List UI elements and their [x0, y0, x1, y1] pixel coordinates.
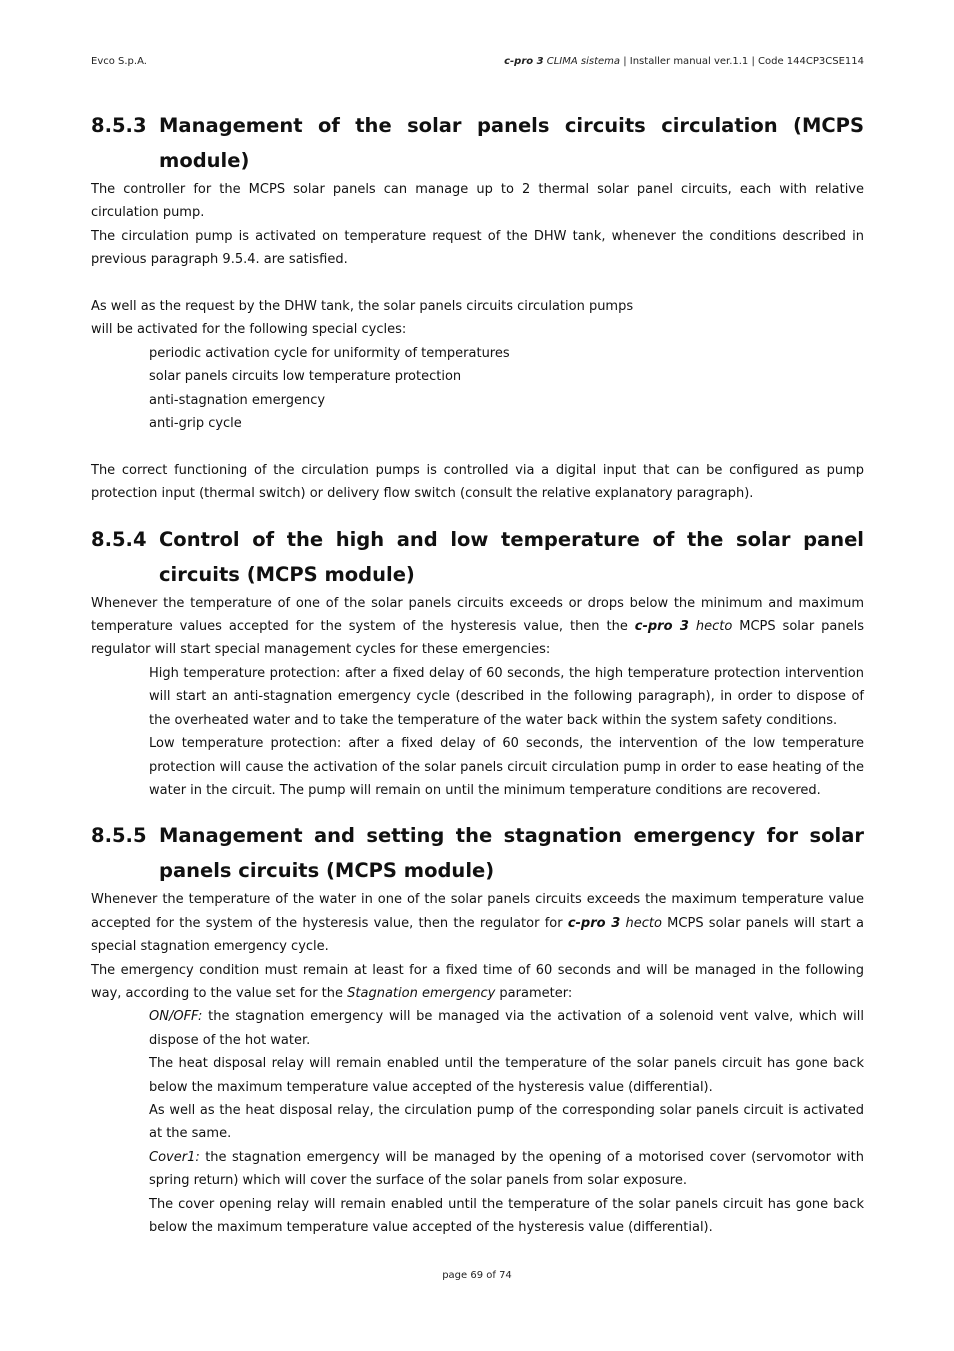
s855-product-model: hecto	[625, 915, 662, 931]
s854-product-name: c-pro 3	[634, 619, 689, 635]
s855-cover-text: the stagnation emergency will be managed by the opening of a motorised cover (servomotor with spring return) which will cover the surface of the solar panels from solar exposure.	[149, 1149, 864, 1189]
s854-product-model: hecto	[695, 619, 733, 635]
section-853-heading	[91, 108, 864, 178]
section-855-heading	[91, 818, 864, 888]
page-number: page 69 of 74	[442, 1270, 512, 1281]
header-company: Evco S.p.A.	[91, 56, 147, 67]
list-item: anti-grip cycle	[149, 416, 242, 432]
section-853-title: Management of the solar panels circuits circulation (MCPS module)	[159, 114, 864, 172]
s853-paragraph-3b: will be activated for the following special cycles:	[91, 322, 407, 338]
list-item: solar panels circuits low temperature protection	[149, 369, 462, 385]
header-product: c-pro 3	[504, 56, 544, 67]
s854-p1-text-end: MCPS solar panels regulator will start special management cycles for these emergencies:	[91, 619, 864, 658]
s855-p2-text: The emergency condition must remain at least for a fixed time of 60 seconds and will be managed in the following way, according to the value set for the	[91, 962, 864, 1001]
s855-product-name: c-pro 3	[567, 915, 621, 931]
s855-cover-label: Cover1:	[149, 1149, 200, 1165]
list-item: anti-stagnation emergency	[149, 392, 326, 408]
header-product-sub: CLIMA sistema	[546, 56, 621, 67]
s853-paragraph-4: The correct functioning of the circulation pumps is controlled via a digital input that can be configured as pump protection input (thermal switch) or delivery flow switch (consult the relative explanatory paragraph).	[91, 462, 864, 502]
s855-heat-relay-item: The heat disposal relay will remain enabled until the temperature of the solar panels circuit has gone back below the maximum temperature value accepted of the hysteresis value (differential).	[149, 1056, 864, 1095]
s854-paragraph-1	[91, 592, 864, 662]
s853-paragraph-2: The circulation pump is activated on temperature request of the DHW tank, whenever the conditions described in previous paragraph 9.5.4. are satisfied.	[91, 228, 864, 268]
s855-pump-item: As well as the heat disposal relay, the circulation pump of the corresponding solar panels circuit is activated at the same.	[149, 1102, 864, 1142]
s854-p1-text: Whenever the temperature of one of the solar panels circuits exceeds or drops below the minimum and maximum temperature values accepted for the system of the hysteresis value, then the	[91, 595, 864, 635]
s855-parameter-name: Stagnation emergency	[347, 985, 496, 1001]
s855-onoff-text: the stagnation emergency will be managed via the activation of a solenoid vent valve, which will dispose of the hot water.	[149, 1009, 864, 1048]
section-854-heading	[91, 522, 864, 592]
s854-high-temp-item: High temperature protection: after a fixed delay of 60 seconds, the high temperature protection intervention will start an anti-stagnation emergency cycle (described in the following paragraph), in order to dispose of the overheated water and to take the temperature of the water back within the system safety conditions.	[149, 665, 864, 728]
s855-paragraph-1	[91, 888, 864, 958]
page-body	[91, 0, 864, 1239]
s855-paragraph-2	[91, 959, 864, 1006]
s855-onoff-label: ON/OFF:	[149, 1009, 203, 1025]
s855-cover-relay-item: The cover opening relay will remain enabled until the temperature of the solar panels circuit has gone back below the maximum temperature value accepted of the hysteresis value (differential).	[149, 1196, 864, 1235]
s853-paragraph-3a: As well as the request by the DHW tank, the solar panels circuits circulation pumps	[91, 299, 634, 315]
header-manual: | Installer manual ver.1.1 | Code 144CP3CSE114	[620, 56, 864, 67]
section-854-number: 8.5.4	[91, 527, 147, 551]
list-item: periodic activation cycle for uniformity of temperatures	[149, 345, 510, 361]
s855-p1-text-end: MCPS solar panels will start a special stagnation emergency cycle.	[91, 915, 864, 955]
s855-p2-text-end: parameter:	[495, 985, 573, 1001]
section-854-title: Control of the high and low temperature of the solar panel circuits (MCPS module)	[159, 527, 864, 586]
s853-paragraph-1: The controller for the MCPS solar panels can manage up to 2 thermal solar panel circuits, each with relative circulation pump.	[91, 182, 864, 221]
s855-onoff-item	[91, 1005, 864, 1052]
section-855-title: Management and setting the stagnation emergency for solar panels circuits (MCPS module)	[159, 824, 864, 883]
s855-p1-text: Whenever the temperature of the water in one of the solar panels circuits exceeds the maximum temperature value accepted for the system of the hysteresis value, then the regulator for	[91, 892, 864, 931]
section-853-number: 8.5.3	[91, 114, 147, 137]
s855-cover-item	[91, 1146, 864, 1193]
section-855-number: 8.5.5	[91, 824, 147, 848]
s854-low-temp-item: Low temperature protection: after a fixed delay of 60 seconds, the intervention of the low temperature protection will cause the activation of the solar panels circuit circulation pump in order to ease heating of the water in the circuit. The pump will remain on until the minimum temperature conditions are recovered.	[149, 736, 864, 798]
